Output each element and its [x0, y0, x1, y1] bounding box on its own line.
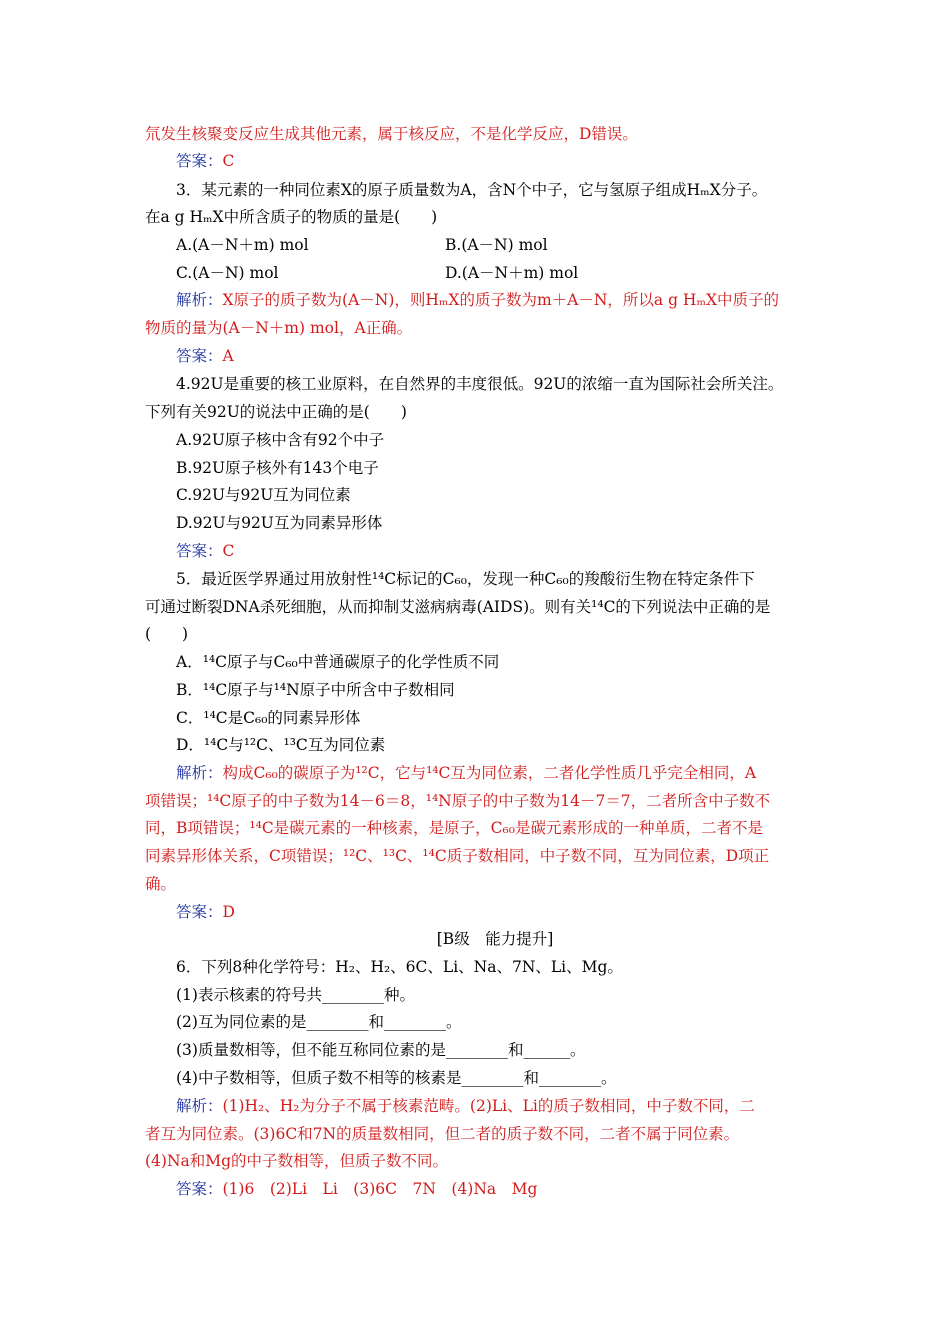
explanation-label: 解析：	[176, 1097, 223, 1115]
q6-item-2: (2)互为同位素的是________和________。	[176, 1013, 462, 1031]
q5-stem-line1: 5．最近医学界通过用放射性¹⁴C标记的C₆₀，发现一种C₆₀的羧酸衍生物在特定条件下	[176, 570, 755, 588]
q6-answer	[176, 1179, 537, 1199]
q3-stem-line2: 在a g HₘX中所含质子的物质的量是( )	[145, 208, 438, 226]
q4-option-a: A.92U原子核中含有92个中子	[176, 431, 385, 449]
answer-value: A	[222, 347, 234, 365]
explanation-text: (1)H₂、H₂为分子不属于核素范畴。(2)Li、Li的质子数相同，中子数不同，二	[222, 1097, 755, 1115]
q6-item-4: (4)中子数相等，但质子数不相等的核素是________和________。	[176, 1069, 617, 1087]
q4-stem-line1: 4.92U是重要的核工业原料，在自然界的丰度很低。92U的浓缩一直为国际社会所关注。	[176, 375, 784, 393]
q3-option-c: C.(A－N) mol	[176, 264, 279, 282]
answer-label: 答案：	[176, 542, 223, 560]
q5-option-c: C．¹⁴C是C₆₀的同素异形体	[176, 709, 361, 727]
q5-answer	[176, 902, 235, 922]
q5-option-a: A．¹⁴C原子与C₆₀中普通碳原子的化学性质不同	[176, 653, 500, 671]
q3-option-b: B.(A－N) mol	[445, 236, 548, 254]
q3-stem-line1: 3．某元素的一种同位素X的原子质量数为A，含N个中子，它与氢原子组成HₘX分子。	[176, 181, 768, 199]
explanation-text: X原子的质子数为(A－N)，则HₘX的质子数为m＋A－N，所以a g HₘX中质子的	[222, 291, 779, 309]
q5-option-b: B．¹⁴C原子与¹⁴N原子中所含中子数相同	[176, 681, 455, 699]
q5-stem-line2: 可通过断裂DNA杀死细胞，从而抑制艾滋病病毒(AIDS)。则有关¹⁴C的下列说法中正确的是	[145, 598, 771, 616]
answer-value: C	[222, 152, 235, 170]
explanation-label: 解析：	[176, 291, 223, 309]
q4-stem-line2: 下列有关92U的说法中正确的是( )	[145, 403, 407, 421]
q5-explanation-line2: 项错误；¹⁴C原子的中子数为14－6＝8，¹⁴N原子的中子数为14－7＝7，二者所含中子数不	[145, 792, 771, 810]
section-b-heading: [B级 能力提升]	[436, 930, 554, 948]
explanation-label: 解析：	[176, 764, 223, 782]
q2-explanation-continued: 氘发生核聚变反应生成其他元素，属于核反应，不是化学反应，D错误。	[145, 125, 638, 143]
q5-explanation-line5: 确。	[145, 875, 177, 893]
q3-explanation-line1	[176, 290, 779, 310]
q6-stem: 6．下列8种化学符号：H₂、H₂、6C、Li、Na、7N、Li、Mg。	[176, 958, 623, 976]
answer-value: D	[222, 903, 235, 921]
q4-option-c: C.92U与92U互为同位素	[176, 486, 351, 504]
q5-explanation-line4: 同素异形体关系，C项错误；¹²C、¹³C、¹⁴C质子数相同，中子数不同，互为同位素，D项正	[145, 847, 770, 865]
answer-label: 答案：	[176, 152, 223, 170]
q4-option-b: B.92U原子核外有143个电子	[176, 459, 379, 477]
answer-label: 答案：	[176, 347, 223, 365]
q3-option-a: A.(A－N＋m) mol	[176, 236, 309, 254]
q6-item-3: (3)质量数相等，但不能互称同位素的是________和______。	[176, 1041, 586, 1059]
q6-item-1: (1)表示核素的符号共________种。	[176, 986, 415, 1004]
q6-explanation-line3: (4)Na和Mg的中子数相等，但质子数不同。	[145, 1152, 449, 1170]
q3-answer	[176, 346, 234, 366]
answer-value: (1)6 (2)Li Li (3)6C 7N (4)Na Mg	[222, 1180, 538, 1198]
q3-explanation-line2: 物质的量为(A－N＋m) mol，A正确。	[145, 319, 413, 337]
q5-stem-line3: ( )	[145, 625, 189, 643]
q5-explanation-line1	[176, 763, 756, 783]
q3-option-d: D.(A－N＋m) mol	[445, 264, 579, 282]
q4-option-d: D.92U与92U互为同素异形体	[176, 514, 383, 532]
q5-option-d: D．¹⁴C与¹²C、¹³C互为同位素	[176, 736, 386, 754]
answer-label: 答案：	[176, 1180, 223, 1198]
q2-answer	[176, 151, 234, 171]
answer-label: 答案：	[176, 903, 223, 921]
q6-explanation-line2: 者互为同位素。(3)6C和7N的质量数相同，但二者的质子数不同，二者不属于同位素。	[145, 1125, 740, 1143]
q4-answer	[176, 541, 234, 561]
q5-explanation-line3: 同，B项错误；¹⁴C是碳元素的一种核素，是原子，C₆₀是碳元素形成的一种单质，二者不是	[145, 819, 763, 837]
q6-explanation-line1	[176, 1096, 755, 1116]
answer-value: C	[222, 542, 235, 560]
explanation-text: 构成C₆₀的碳原子为¹²C，它与¹⁴C互为同位素，二者化学性质几乎完全相同，A	[222, 764, 757, 782]
